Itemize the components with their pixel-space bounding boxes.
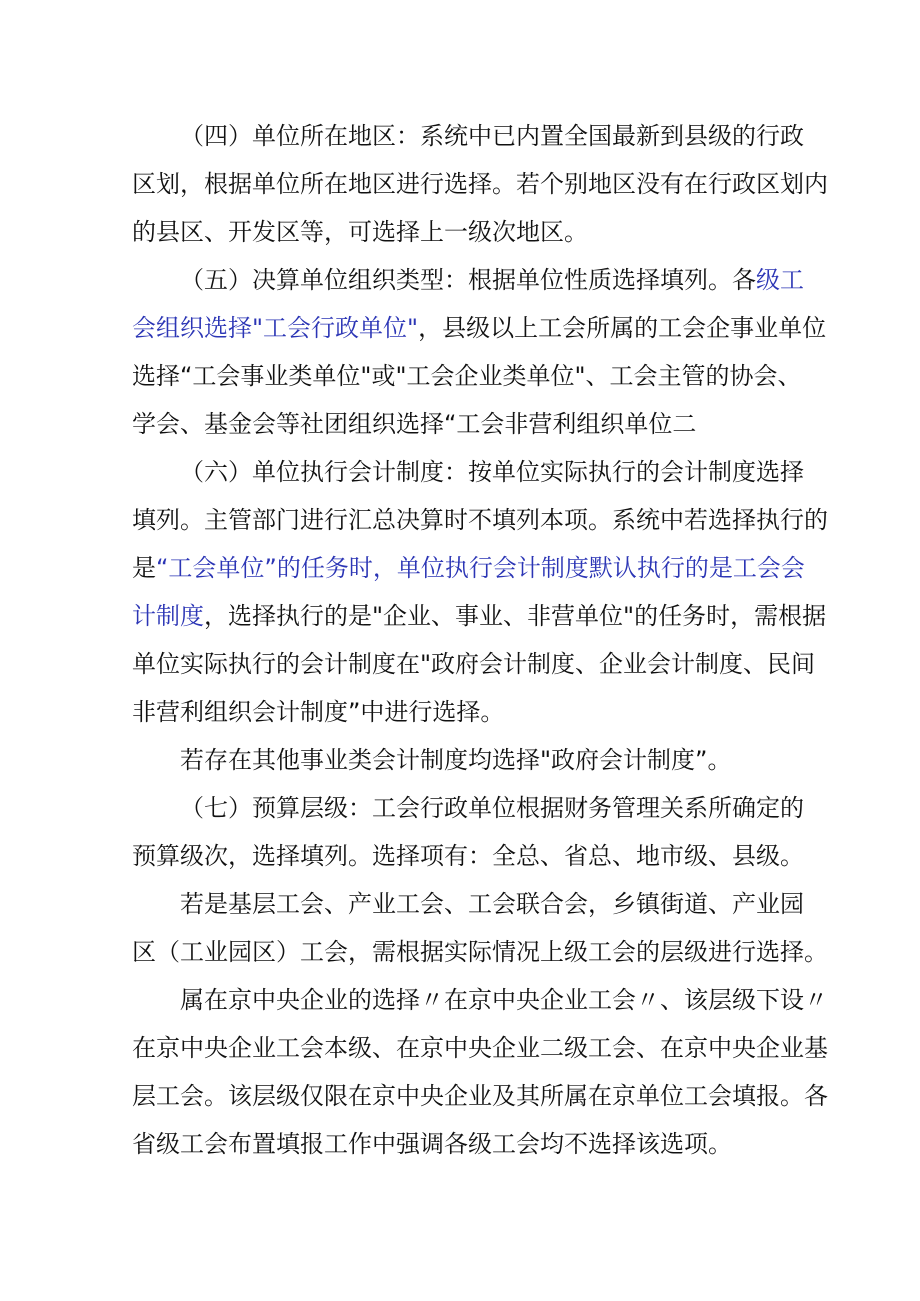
paragraph-central-line-2: 在京中央企业工会本级、在京中央企业二级工会、在京中央企业基 bbox=[132, 1034, 828, 1062]
paragraph-5-line-1-text: （五）决算单位组织类型：根据单位性质选择填列。各 bbox=[180, 266, 756, 294]
paragraph-6-line-3 bbox=[0, 544, 920, 592]
paragraph-6-line-5: 单位实际执行的会计制度在"政府会计制度、企业会计制度、民间 bbox=[132, 650, 816, 678]
paragraph-6-line-2: 填列。主管部门进行汇总决算时不填列本项。系统中若选择执行的 bbox=[132, 506, 828, 534]
paragraph-5-line-1 bbox=[0, 256, 920, 304]
paragraph-6-line-1: （六）单位执行会计制度：按单位实际执行的会计制度选择 bbox=[180, 458, 804, 486]
paragraph-grassroots-line-2: 区（工业园区）工会，需根据实际情况上级工会的层级进行选择。 bbox=[132, 938, 828, 966]
paragraph-6-line-6: 非营利组织会计制度”中进行选择。 bbox=[132, 698, 505, 726]
document-body bbox=[0, 112, 920, 1168]
paragraph-7-line-2: 预算级次，选择填列。选择项有：全总、省总、地市级、县级。 bbox=[132, 842, 804, 870]
paragraph-6-line-4 bbox=[0, 592, 920, 640]
paragraph-central-line-1: 属在京中央企业的选择〃在京中央企业工会〃、该层级下设〃 bbox=[180, 986, 828, 1014]
paragraph-6-line-4-highlight: 计制度 bbox=[132, 602, 204, 630]
paragraph-4-line-1: （四）单位所在地区：系统中已内置全国最新到县级的行政 bbox=[180, 122, 804, 150]
paragraph-5-line-3: 选择“工会事业类单位"或"工会企业类单位"、工会主管的协会、 bbox=[132, 362, 802, 390]
paragraph-6-line-3-text: 是 bbox=[132, 554, 156, 582]
paragraph-5-line-2-highlight: 会组织选择"工会行政单位" bbox=[132, 314, 419, 342]
paragraph-5-line-1-highlight: 级工 bbox=[756, 266, 804, 294]
paragraph-6-line-4-text: ，选择执行的是"企业、事业、非营单位"的任务时，需根据 bbox=[204, 602, 827, 630]
paragraph-7-line-1: （七）预算层级：工会行政单位根据财务管理关系所确定的 bbox=[180, 794, 804, 822]
paragraph-5-line-2 bbox=[0, 304, 920, 352]
paragraph-4-line-2: 区划，根据单位所在地区进行选择。若个别地区没有在行政区划内 bbox=[132, 170, 828, 198]
paragraph-6-line-3-highlight: “工会单位”的任务时，单位执行会计制度默认执行的是工会会 bbox=[156, 554, 805, 582]
paragraph-4-line-3: 的县区、开发区等，可选择上一级次地区。 bbox=[132, 218, 588, 246]
paragraph-5-line-2-text: ，县级以上工会所属的工会企事业单位 bbox=[418, 314, 827, 342]
paragraph-central-line-4: 省级工会布置填报工作中强调各级工会均不选择该选项。 bbox=[132, 1130, 732, 1158]
paragraph-central-line-3: 层工会。该层级仅限在京中央企业及其所属在京单位工会填报。各 bbox=[132, 1082, 828, 1110]
paragraph-grassroots-line-1: 若是基层工会、产业工会、工会联合会，乡镇街道、产业园 bbox=[180, 890, 804, 918]
paragraph-note-line-1: 若存在其他事业类会计制度均选择"政府会计制度”。 bbox=[180, 746, 732, 774]
paragraph-5-line-4: 学会、基金会等社团组织选择“工会非营利组织单位二 bbox=[132, 410, 697, 438]
